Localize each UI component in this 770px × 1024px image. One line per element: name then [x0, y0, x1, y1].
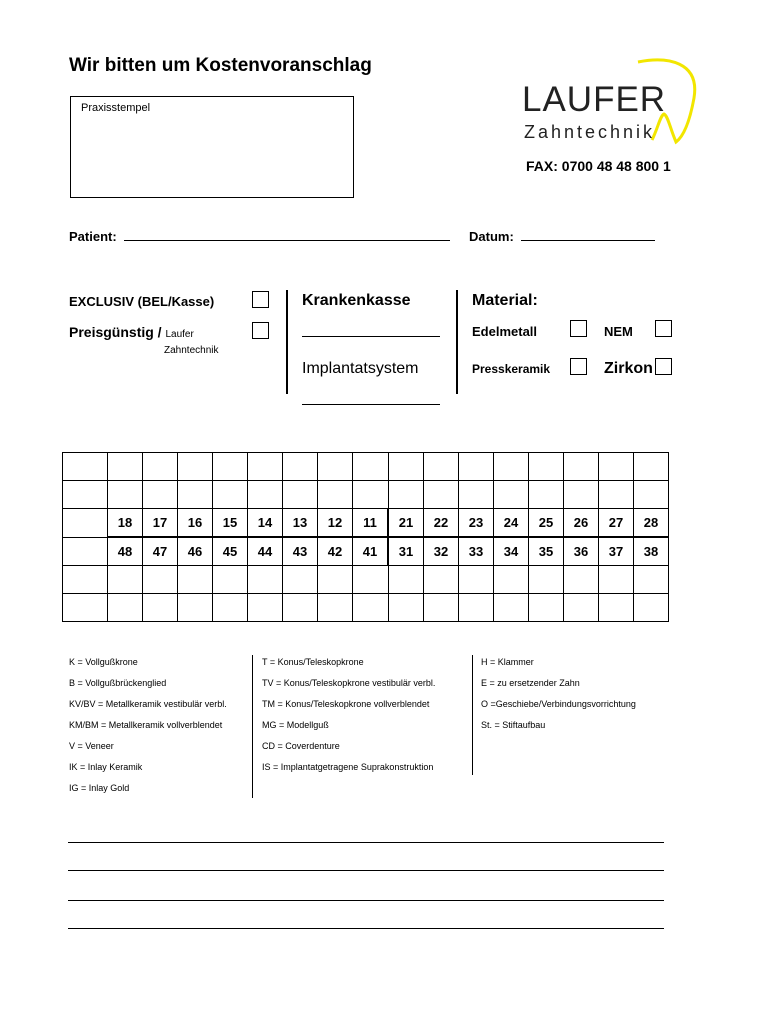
- chart-cell[interactable]: [459, 594, 494, 622]
- chart-cell[interactable]: [564, 481, 599, 509]
- table-row: [63, 453, 669, 481]
- legend-item: T = Konus/Teleskopkrone: [262, 657, 364, 667]
- chart-cell[interactable]: [388, 453, 424, 481]
- legend-item: B = Vollgußbrückenglied: [69, 678, 167, 688]
- chart-cell[interactable]: [353, 481, 389, 509]
- chart-cell[interactable]: [529, 453, 564, 481]
- logo-brand: LAUFER: [522, 80, 667, 119]
- legend-item: IS = Implantatgetragene Suprakonstruktion: [262, 762, 434, 772]
- tooth-28[interactable]: 28: [634, 509, 669, 538]
- legend-item: St. = Stiftaufbau: [481, 720, 546, 730]
- chart-cell[interactable]: [248, 566, 283, 594]
- date-label: Datum:: [469, 229, 514, 244]
- chart-cell[interactable]: [283, 453, 318, 481]
- tooth-47[interactable]: 47: [143, 537, 178, 566]
- chart-cell[interactable]: [353, 566, 389, 594]
- chart-cell[interactable]: [248, 453, 283, 481]
- chart-cell[interactable]: [388, 566, 424, 594]
- tooth-43[interactable]: 43: [283, 537, 318, 566]
- legend-col-1: [69, 657, 227, 804]
- tooth-35[interactable]: 35: [529, 537, 564, 566]
- chart-cell[interactable]: [63, 537, 108, 566]
- tooth-41[interactable]: 41: [353, 537, 389, 566]
- legend-item: MG = Modellguß: [262, 720, 329, 730]
- chart-cell[interactable]: [529, 566, 564, 594]
- tooth-48[interactable]: 48: [108, 537, 143, 566]
- tooth-25[interactable]: 25: [529, 509, 564, 538]
- implantat-field[interactable]: [302, 404, 440, 405]
- tooth-22[interactable]: 22: [424, 509, 459, 538]
- logo-sub: Zahntechnik: [524, 122, 656, 142]
- chart-cell[interactable]: [424, 594, 459, 622]
- tooth-18[interactable]: 18: [108, 509, 143, 538]
- chart-cell[interactable]: [63, 594, 108, 622]
- laufer-text: Laufer: [165, 329, 194, 340]
- chart-cell[interactable]: [494, 453, 529, 481]
- chart-cell[interactable]: [599, 566, 634, 594]
- tooth-33[interactable]: 33: [459, 537, 494, 566]
- chart-cell[interactable]: [143, 594, 178, 622]
- tooth-24[interactable]: 24: [494, 509, 529, 538]
- chart-cell[interactable]: [318, 453, 353, 481]
- chart-cell[interactable]: [213, 481, 248, 509]
- legend-item: KM/BM = Metallkeramik vollverblendet: [69, 720, 223, 730]
- chart-cell[interactable]: [213, 566, 248, 594]
- chart-cell[interactable]: [248, 594, 283, 622]
- legend-item: TV = Konus/Teleskopkrone vestibulär verbl.: [262, 678, 436, 688]
- legend-item: H = Klammer: [481, 657, 534, 667]
- chart-cell[interactable]: [353, 453, 389, 481]
- tooth-46[interactable]: 46: [178, 537, 213, 566]
- preis-label: [69, 324, 194, 340]
- legend-divider-1: [252, 655, 253, 798]
- divider-2: [456, 290, 458, 394]
- chart-cell[interactable]: [108, 566, 143, 594]
- chart-cell[interactable]: [63, 566, 108, 594]
- chart-cell[interactable]: [424, 481, 459, 509]
- chart-cell[interactable]: [143, 453, 178, 481]
- notes-line[interactable]: [68, 928, 664, 929]
- chart-cell[interactable]: [108, 481, 143, 509]
- tooth-11[interactable]: 11: [353, 509, 389, 538]
- upper-teeth-row: [63, 509, 669, 538]
- divider-1: [286, 290, 288, 394]
- chart-cell[interactable]: [143, 566, 178, 594]
- patient-label: Patient:: [69, 229, 117, 244]
- patient-row: [69, 229, 450, 244]
- chart-cell[interactable]: [459, 481, 494, 509]
- legend-item: K = Vollgußkrone: [69, 657, 138, 667]
- exclusiv-checkbox[interactable]: [252, 291, 269, 308]
- teeth-chart: [62, 452, 669, 622]
- krankenkasse-label: Krankenkasse: [302, 292, 411, 309]
- chart-cell[interactable]: [529, 594, 564, 622]
- tooth-16[interactable]: 16: [178, 509, 213, 538]
- chart-cell[interactable]: [318, 481, 353, 509]
- zirkon-label: Zirkon: [604, 360, 653, 377]
- chart-cell[interactable]: [178, 453, 213, 481]
- tooth-12[interactable]: 12: [318, 509, 353, 538]
- tooth-26[interactable]: 26: [564, 509, 599, 538]
- chart-cell[interactable]: [108, 594, 143, 622]
- tooth-14[interactable]: 14: [248, 509, 283, 538]
- chart-cell[interactable]: [564, 566, 599, 594]
- notes-line[interactable]: [68, 900, 664, 901]
- exclusiv-label: EXCLUSIV (BEL/Kasse): [69, 294, 215, 309]
- legend-col-2: [262, 657, 435, 783]
- form-title: Wir bitten um Kostenvoranschlag: [69, 55, 372, 76]
- table-row: [63, 481, 669, 509]
- edelmetall-label: Edelmetall: [472, 324, 538, 339]
- legend-item: IG = Inlay Gold: [69, 783, 130, 793]
- chart-cell[interactable]: [178, 481, 213, 509]
- tooth-27[interactable]: 27: [599, 509, 634, 538]
- chart-cell[interactable]: [634, 594, 669, 622]
- chart-cell[interactable]: [143, 481, 178, 509]
- chart-cell[interactable]: [459, 566, 494, 594]
- material-title: Material:: [472, 292, 538, 309]
- tooth-42[interactable]: 42: [318, 537, 353, 566]
- chart-cell[interactable]: [178, 594, 213, 622]
- chart-cell[interactable]: [213, 453, 248, 481]
- chart-cell[interactable]: [459, 453, 494, 481]
- edelmetall-checkbox[interactable]: [570, 320, 587, 337]
- tooth-17[interactable]: 17: [143, 509, 178, 538]
- chart-cell[interactable]: [353, 594, 389, 622]
- chart-cell[interactable]: [599, 594, 634, 622]
- tooth-34[interactable]: 34: [494, 537, 529, 566]
- chart-cell[interactable]: [388, 594, 424, 622]
- tooth-32[interactable]: 32: [424, 537, 459, 566]
- chart-cell[interactable]: [564, 453, 599, 481]
- legend-item: E = zu ersetzender Zahn: [481, 678, 580, 688]
- laufer-logo: [518, 58, 698, 148]
- tooth-36[interactable]: 36: [564, 537, 599, 566]
- chart-cell[interactable]: [178, 566, 213, 594]
- chart-cell[interactable]: [388, 481, 424, 509]
- nem-checkbox[interactable]: [655, 320, 672, 337]
- chart-cell[interactable]: [599, 481, 634, 509]
- tooth-31[interactable]: 31: [388, 537, 424, 566]
- zirkon-checkbox[interactable]: [655, 358, 672, 375]
- presskeramik-checkbox[interactable]: [570, 358, 587, 375]
- chart-cell[interactable]: [634, 453, 669, 481]
- chart-cell[interactable]: [494, 566, 529, 594]
- chart-cell[interactable]: [494, 481, 529, 509]
- fax-number: FAX: 0700 48 48 800 1: [526, 158, 671, 174]
- legend-item: CD = Coverdenture: [262, 741, 340, 751]
- chart-cell[interactable]: [108, 453, 143, 481]
- presskeramik-label: Presskeramik: [472, 362, 551, 376]
- tooth-38[interactable]: 38: [634, 537, 669, 566]
- tooth-37[interactable]: 37: [599, 537, 634, 566]
- table-row: [63, 594, 669, 622]
- chart-cell[interactable]: [283, 481, 318, 509]
- legend-item: KV/BV = Metallkeramik vestibulär verbl.: [69, 699, 227, 709]
- chart-cell[interactable]: [248, 481, 283, 509]
- tooth-23[interactable]: 23: [459, 509, 494, 538]
- chart-cell[interactable]: [529, 481, 564, 509]
- legend-col-3: [481, 657, 636, 741]
- patient-field[interactable]: [124, 230, 450, 241]
- legend-item: O =Geschiebe/Verbindungsvorrichtung: [481, 699, 636, 709]
- tooth-44[interactable]: 44: [248, 537, 283, 566]
- chart-cell[interactable]: [318, 566, 353, 594]
- tooth-21[interactable]: 21: [388, 509, 424, 538]
- chart-cell[interactable]: [283, 594, 318, 622]
- tooth-13[interactable]: 13: [283, 509, 318, 538]
- chart-cell[interactable]: [634, 566, 669, 594]
- chart-cell[interactable]: [213, 594, 248, 622]
- chart-cell[interactable]: [424, 453, 459, 481]
- chart-cell[interactable]: [634, 481, 669, 509]
- preis-text: Preisgünstig /: [69, 324, 162, 340]
- chart-cell[interactable]: [283, 566, 318, 594]
- chart-cell[interactable]: [318, 594, 353, 622]
- chart-cell[interactable]: [63, 509, 108, 538]
- lower-teeth-row: [63, 537, 669, 566]
- legend-divider-2: [472, 655, 473, 775]
- tooth-45[interactable]: 45: [213, 537, 248, 566]
- nem-label: NEM: [604, 324, 633, 339]
- notes-line[interactable]: [68, 842, 664, 843]
- chart-cell[interactable]: [564, 594, 599, 622]
- legend-item: TM = Konus/Teleskopkrone vollverblendet: [262, 699, 430, 709]
- implantat-label: Implantatsystem: [302, 360, 419, 377]
- table-row: [63, 566, 669, 594]
- tooth-15[interactable]: 15: [213, 509, 248, 538]
- chart-cell[interactable]: [63, 453, 108, 481]
- practice-stamp-box[interactable]: [70, 96, 354, 198]
- chart-cell[interactable]: [63, 481, 108, 509]
- chart-cell[interactable]: [424, 566, 459, 594]
- legend-item: IK = Inlay Keramik: [69, 762, 143, 772]
- krankenkasse-field[interactable]: [302, 336, 440, 337]
- chart-cell[interactable]: [494, 594, 529, 622]
- date-field[interactable]: [521, 230, 655, 241]
- legend-item: V = Veneer: [69, 741, 114, 751]
- preis-checkbox[interactable]: [252, 322, 269, 339]
- laufer-sub-text: Zahntechnik: [164, 345, 219, 356]
- date-row: [469, 229, 655, 244]
- stamp-label: Praxisstempel: [81, 102, 151, 114]
- notes-line[interactable]: [68, 870, 664, 871]
- chart-cell[interactable]: [599, 453, 634, 481]
